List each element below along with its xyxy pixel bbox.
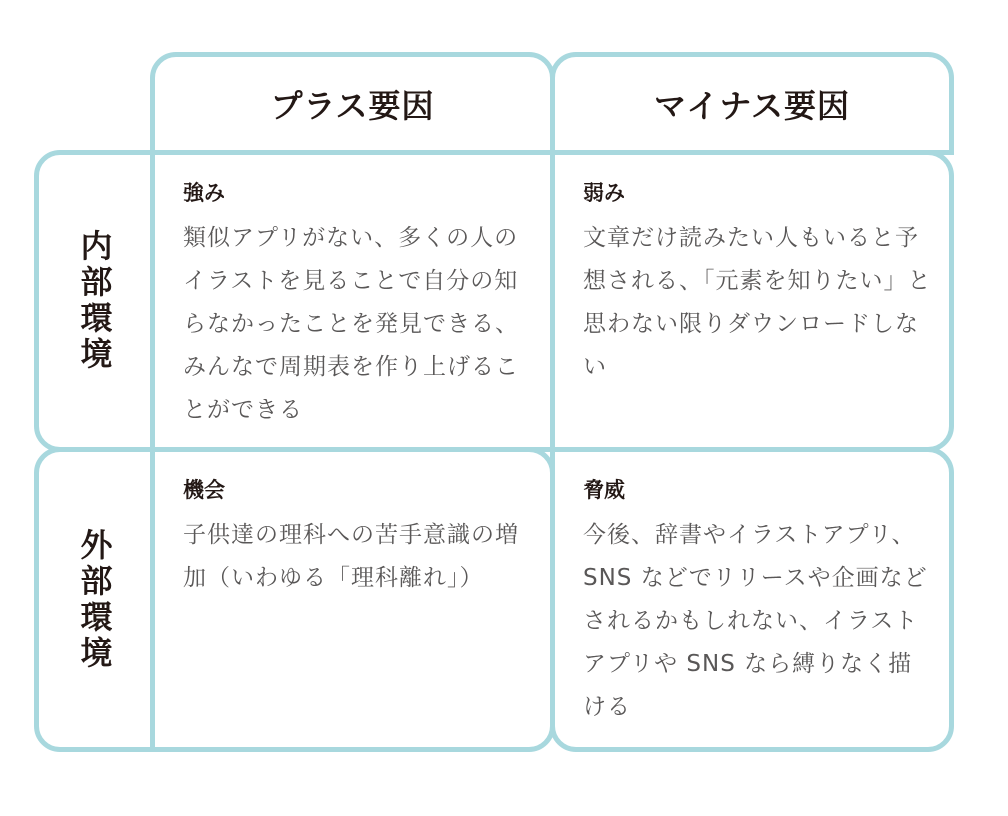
cell-weakness: [550, 150, 954, 452]
cell-opportunity-body: 子供達の理科への苦手意識の増加（いわゆる「理科離れ」）: [183, 522, 519, 591]
cell-strength-body: 類似アプリがない、多くの人のイラストを見ることで自分の知らなかったことを発見できる、みんなで周期表を作り上げることができる: [183, 225, 519, 423]
column-header-minus: [550, 52, 954, 155]
column-header-plus: [150, 52, 555, 155]
row-header-external: [34, 447, 155, 752]
cell-opportunity-title: 機会: [183, 478, 225, 502]
column-header-plus-label: プラス要因: [270, 86, 435, 125]
cell-threat-body: 今後、辞書やイラストアプリ、SNS などでリリースや企画などされるかもしれない、イラストアプリや SNS なら縛りなく描ける: [583, 522, 928, 720]
cell-threat: [550, 447, 954, 752]
cell-weakness-title: 弱み: [583, 181, 625, 205]
row-header-external-label: 外部環境: [75, 527, 114, 672]
row-header-internal-label: 内部環境: [75, 229, 114, 373]
column-header-minus-label: マイナス要因: [653, 86, 851, 125]
cell-strength: [150, 150, 555, 452]
row-header-internal: [34, 150, 155, 452]
cell-opportunity: [150, 447, 555, 752]
cell-weakness-body: 文章だけ読みたい人もいると予想される、「元素を知りたい」と思わない限りダウンロードしない: [583, 225, 932, 380]
cell-strength-title: 強み: [183, 181, 225, 205]
cell-threat-title: 脅威: [583, 478, 625, 502]
